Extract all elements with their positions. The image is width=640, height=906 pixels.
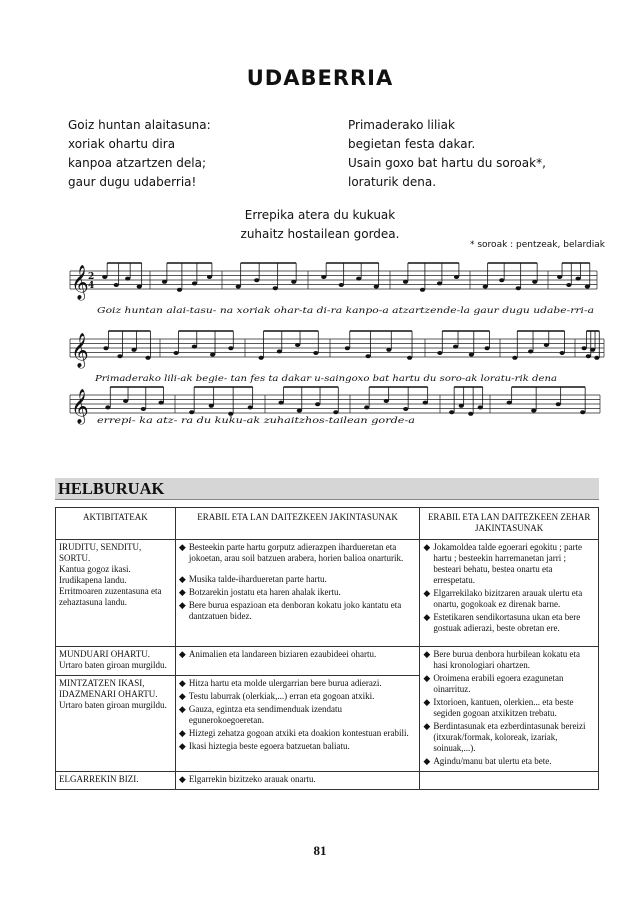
- list-item: ◆ Hiztegi zehatza gogoan atxiki eta doakion kontestuan erabili.: [178, 728, 409, 739]
- diamond-bullet-icon: ◆: [178, 600, 186, 610]
- diamond-bullet-icon: ◆: [178, 774, 186, 784]
- poem-line: loraturik dena.: [348, 175, 437, 189]
- list-item: ◆ Bere burua denbora hurbilean kokatu eta hasi kronologiari ohartzen.: [423, 649, 581, 670]
- diamond-bullet-icon: ◆: [178, 741, 186, 752]
- list-item: ◆ Animalien eta landareen biziaren ezaubideei ohartu.: [178, 649, 377, 659]
- note-head: [159, 401, 164, 405]
- note-head: [423, 401, 428, 405]
- cross-skills-cell: [420, 540, 599, 647]
- note-head: [499, 278, 504, 282]
- note-head: [384, 399, 389, 403]
- list-item: ◆ Agindu/manu bat ulertu eta bete.: [423, 756, 552, 766]
- note-head: [580, 410, 585, 414]
- note-head: [339, 283, 344, 287]
- note-head: [437, 281, 442, 285]
- skills-cell: [175, 540, 419, 647]
- note-head: [192, 345, 197, 349]
- treble-clef-icon: 𝄞: [71, 389, 89, 424]
- note-head: [469, 353, 474, 357]
- note-head: [585, 285, 590, 289]
- list-item: ◆ Bere burua espazioan eta denboran kokatu joko kantatu eta dantzatuen bidez.: [178, 600, 402, 621]
- note-head: [273, 286, 278, 290]
- activity-title: IRUDITU, SENDITU, SORTU.: [59, 542, 142, 563]
- note-head: [279, 401, 284, 405]
- header-skills: ERABIL ETA LAN DAITEZKEEN JAKINTASUNAK: [175, 508, 419, 540]
- page-number: 81: [313, 843, 327, 858]
- note-head: [566, 283, 571, 287]
- section-heading-bar: [55, 478, 599, 500]
- table-header-row: [56, 508, 599, 540]
- list-item: ◆ Besteekin parte hartu gorputz adierazpen ihardueretan eta jokoetan, arau soil batzuen arabera, horien balioa onarturik.: [178, 542, 404, 563]
- skills-cell: [175, 676, 419, 772]
- poem-line: begietan festa dakar.: [348, 137, 476, 151]
- note-head: [145, 356, 150, 360]
- note-head: [102, 275, 107, 279]
- list-item: ◆ Hitza hartu eta molde ulergarrian bere burua adierazi.: [178, 678, 382, 689]
- table-row: [56, 647, 599, 676]
- list-item: ◆ Botzarekin jostatu eta haren ahalak ikertu.: [178, 587, 341, 597]
- list-item: ◆ Gauza, egintza eta sendimenduak izendatu egunerokoegoeretan.: [178, 704, 343, 726]
- diamond-bullet-icon: ◆: [178, 678, 186, 689]
- poem-line: gaur dugu udaberria!: [68, 175, 197, 189]
- diamond-bullet-icon: ◆: [178, 574, 186, 584]
- list-item: ◆ Oroimena erabili egoera ezagunetan oinarrituz.: [423, 673, 564, 694]
- refrain-line: zuhaitz hostailean gordea.: [240, 227, 400, 241]
- note-head: [582, 346, 587, 350]
- note-head: [386, 348, 391, 352]
- empty-cell: [420, 772, 599, 790]
- activity-note: Urtaro baten giroan murgildu.: [59, 660, 167, 670]
- treble-clef-icon: 𝄞: [71, 333, 89, 368]
- lyrics-line-2: Primaderako lili-ak begie- tan fes ta dakar u-saingoxo bat hartu du soro-ak loratu-rik dena: [93, 374, 557, 384]
- refrain-line: Errepika atera du kukuak: [244, 208, 396, 222]
- note-head: [407, 356, 412, 360]
- poem-verse-left: [68, 116, 211, 192]
- note-head: [403, 280, 408, 284]
- note-head: [576, 277, 581, 281]
- header-activities: AKTIBITATEAK: [56, 508, 176, 540]
- note-head: [483, 285, 488, 289]
- section-heading: HELBURUAK: [58, 479, 165, 498]
- skills-cell: [175, 647, 419, 676]
- note-head: [313, 351, 318, 355]
- time-signature-top: 2: [88, 272, 95, 282]
- diamond-bullet-icon: ◆: [423, 588, 431, 598]
- diamond-bullet-icon: ◆: [423, 756, 431, 766]
- diamond-bullet-icon: ◆: [178, 691, 186, 702]
- note-head: [516, 286, 521, 290]
- note-head: [468, 412, 473, 416]
- note-head: [532, 280, 537, 284]
- note-head: [528, 349, 533, 353]
- note-head: [125, 277, 130, 281]
- diamond-bullet-icon: ◆: [423, 542, 431, 552]
- note-head: [437, 351, 442, 355]
- objectives-table: [55, 507, 599, 790]
- note-head: [449, 410, 454, 414]
- note-head: [544, 343, 549, 347]
- treble-clef-icon: 𝄞: [71, 265, 89, 300]
- footnote: * soroak : pentzeak, belardiak: [470, 240, 605, 250]
- diamond-bullet-icon: ◆: [423, 673, 431, 683]
- note-head: [459, 404, 464, 408]
- note-head: [364, 405, 369, 409]
- note-head: [556, 402, 561, 406]
- activity-note: Irudikapena landu.: [59, 575, 127, 585]
- note-head: [507, 401, 512, 405]
- note-head: [356, 277, 361, 281]
- list-item: ◆ Ikasi hiztegia beste egoera batzuetan baliatu.: [178, 741, 350, 752]
- note-head: [478, 405, 483, 409]
- page-title: UDABERRIA: [246, 66, 394, 90]
- note-head: [512, 356, 517, 360]
- note-head: [295, 343, 300, 347]
- note-head: [420, 288, 425, 292]
- note-head: [162, 280, 167, 284]
- diamond-bullet-icon: ◆: [178, 649, 186, 659]
- diamond-bullet-icon: ◆: [178, 587, 186, 597]
- note-head: [114, 283, 119, 287]
- note-head: [103, 346, 108, 350]
- activity-cell: [56, 772, 176, 790]
- activity-note: Kantua gogoz ikasi.: [59, 564, 131, 574]
- note-head: [454, 275, 459, 279]
- note-head: [192, 281, 197, 285]
- note-head: [141, 407, 146, 411]
- note-head: [177, 288, 182, 292]
- list-item: ◆ Elgarrekin bizitzeko arauak onartu.: [178, 774, 316, 784]
- diamond-bullet-icon: ◆: [423, 697, 431, 707]
- time-signature-bottom: 4: [88, 281, 95, 291]
- activity-title: MINTZATZEN IKASI, IDAZMENARI OHARTU.: [59, 678, 158, 700]
- note-head: [594, 356, 599, 360]
- diamond-bullet-icon: ◆: [178, 728, 186, 739]
- table-row: [56, 540, 599, 647]
- poem-line: xoriak ohartu dira: [68, 137, 176, 151]
- diamond-bullet-icon: ◆: [423, 721, 431, 731]
- list-item: ◆ Musika talde-ihardueretan parte hartu.: [178, 574, 327, 584]
- note-head: [174, 351, 179, 355]
- note-head: [210, 353, 215, 357]
- note-head: [131, 348, 136, 352]
- lyrics-line-3: errepi- ka atz- ra du kuku-ak zuhaitzhos-tailean gorde-a: [97, 416, 415, 426]
- note-head: [560, 351, 565, 355]
- poem-line: Goiz huntan alaitasuna:: [68, 118, 211, 132]
- skills-cell: [175, 772, 419, 790]
- note-head: [248, 405, 253, 409]
- note-head: [333, 410, 338, 414]
- activity-cell: [56, 647, 176, 676]
- note-head: [586, 354, 591, 358]
- note-head: [403, 407, 408, 411]
- note-head: [453, 345, 458, 349]
- note-head: [291, 280, 296, 284]
- diamond-bullet-icon: ◆: [178, 542, 186, 552]
- note-head: [209, 404, 214, 408]
- note-head: [254, 278, 259, 282]
- activity-cell: [56, 540, 176, 647]
- note-head: [315, 402, 320, 406]
- poem-line: Primaderako liliak: [348, 118, 455, 132]
- activity-title: ELGARREKIN BIZI.: [59, 774, 139, 784]
- activity-note: Urtaro baten giroan murgildu.: [59, 700, 167, 711]
- note-head: [137, 285, 142, 289]
- cross-skills-cell: [420, 647, 599, 772]
- note-head: [557, 275, 562, 279]
- diamond-bullet-icon: ◆: [423, 649, 431, 659]
- poem-line: Usain goxo bat hartu du soroak*,: [348, 156, 546, 170]
- note-head: [236, 285, 241, 289]
- activity-title: MUNDUARI OHARTU.: [59, 649, 150, 659]
- activity-cell: [56, 676, 176, 772]
- note-head: [374, 285, 379, 289]
- list-item: ◆ Jokamoldea talde egoerari egokitu ; parte hartu ; besteekin harremanetan jarri ; besteari behatu, bestea onartu eta errespetatu.: [423, 542, 583, 585]
- note-head: [277, 349, 282, 353]
- note-head: [189, 410, 194, 414]
- poem-line: kanpoa atzartzen dela;: [68, 156, 207, 170]
- note-head: [366, 354, 371, 358]
- note-head: [297, 409, 302, 413]
- lyrics-line-1: Goiz huntan alai-tasu- na xoriak ohar-ta di-ra kanpo-a atzartzende-la gaur dugu udabe-rri-a: [97, 306, 594, 316]
- note-head: [485, 346, 490, 350]
- note-head: [590, 348, 595, 352]
- poem-refrain: [0, 206, 640, 244]
- table-row: [56, 772, 599, 790]
- activity-note: Erritmoaren zuzentasuna eta zehaztasuna landu.: [59, 586, 162, 607]
- list-item: ◆ Ixtorioen, kantuen, olerkien... eta beste segiden gogoan atxikitzen trebatu.: [423, 697, 574, 718]
- note-head: [345, 346, 350, 350]
- note-head: [123, 399, 128, 403]
- note-head: [259, 356, 264, 360]
- diamond-bullet-icon: ◆: [423, 612, 431, 622]
- note-head: [207, 275, 212, 279]
- poem-verse-right: [348, 116, 546, 192]
- note-head: [117, 354, 122, 358]
- note-head: [531, 409, 536, 413]
- list-item: ◆ Estetikaren sendikortasuna ukan eta bere gostuak adierazi, beste obretan ere.: [423, 612, 581, 633]
- list-item: ◆ Elgarrekilako bizitzaren arauak ulertu eta onartu, gogokoak ez direnak barne.: [423, 588, 583, 609]
- music-score: [0, 255, 640, 445]
- diamond-bullet-icon: ◆: [178, 704, 186, 715]
- note-head: [105, 405, 110, 409]
- note-head: [228, 346, 233, 350]
- list-item: ◆ Berdintasunak eta ezberdintasunak bereizi (itxurak/formak, koloreak, izariak, soinuak,...).: [423, 721, 586, 753]
- note-head: [321, 275, 326, 279]
- header-cross-skills: ERABIL ETA LAN DAITEZKEEN ZEHAR JAKINTASUNAK: [420, 508, 599, 540]
- list-item: ◆ Testu laburrak (olerkiak,...) erran eta gogoan atxiki.: [178, 691, 375, 702]
